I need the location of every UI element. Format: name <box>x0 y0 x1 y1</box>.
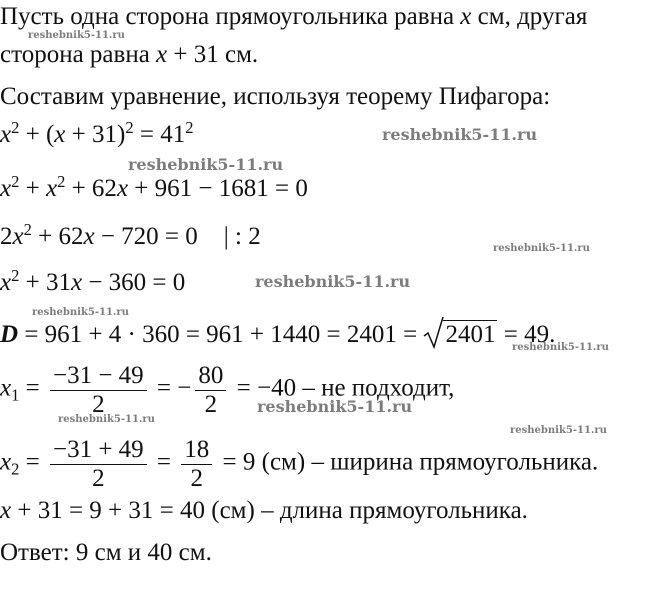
eq1-exp: 2 <box>11 117 20 137</box>
x2-num: −31 + 49 <box>50 436 147 465</box>
eq3-mid: + 62 <box>31 223 84 250</box>
sqrt-sign <box>423 320 497 347</box>
len-rest: + 31 = 9 + 31 = 40 (см) – длина прямоугольника. <box>11 497 528 524</box>
watermark: reshebnik5-11.ru <box>128 155 284 174</box>
intro-line2-variable: x <box>156 41 168 68</box>
disc-result: = 49. <box>497 321 556 348</box>
eq4-mid: + 31 <box>19 269 71 296</box>
watermark: reshebnik5-11.ru <box>493 243 590 254</box>
eq1-mid2: + 31) <box>65 121 126 148</box>
answer: Ответ: 9 см и 40 см. <box>0 539 212 566</box>
equation-2 <box>0 171 308 202</box>
length-line <box>0 498 528 523</box>
x2-eq2: = <box>150 448 178 476</box>
eq4-x: x <box>0 269 12 296</box>
eq3-exp: 2 <box>23 219 32 239</box>
eq3-divide-note: | : 2 <box>223 223 261 250</box>
eq2-exp2: 2 <box>57 171 66 191</box>
x1-eq2: = − <box>150 374 192 402</box>
intro-variable: x <box>460 3 472 30</box>
x2-fraction-2 <box>181 436 212 492</box>
disc-radicand: 2401 <box>445 321 496 348</box>
x2-eq: = <box>19 448 46 476</box>
equation-4 <box>0 265 186 296</box>
watermark: reshebnik5-11.ru <box>58 414 155 425</box>
intro-text-rest: см, другая <box>471 3 588 30</box>
equation-3 <box>0 219 261 250</box>
compose-heading: Составим уравнение, используя теорему Пифагора: <box>0 83 551 110</box>
eq1-mid: + ( <box>19 121 55 148</box>
x1-fraction <box>50 362 147 418</box>
watermark: reshebnik5-11.ru <box>382 125 538 144</box>
eq2-mid2: + 62 <box>65 175 117 202</box>
x1-fraction-2 <box>195 362 226 418</box>
eq1-exp3: 2 <box>185 117 194 137</box>
watermark: reshebnik5-11.ru <box>255 272 411 291</box>
x2-rest: = 9 (см) – ширина прямоугольника. <box>216 448 599 476</box>
eq4-rest: − 360 = 0 <box>82 269 186 296</box>
x2-den2: 2 <box>190 464 204 492</box>
root-x2 <box>0 436 598 492</box>
eq3-x2: x <box>83 223 95 250</box>
equation-1 <box>0 117 194 148</box>
eq1-x2: x <box>54 121 66 148</box>
x2-den: 2 <box>92 464 105 492</box>
intro-line2-rest: + 31 см. <box>167 41 259 68</box>
x1-sub: 1 <box>11 385 20 405</box>
eq1-exp2: 2 <box>125 117 134 137</box>
watermark: reshebnik5-11.ru <box>510 425 607 436</box>
intro-line2-text: сторона равна <box>0 41 157 68</box>
eq2-x3: x <box>116 175 129 202</box>
disc-d: D <box>0 321 19 348</box>
x1-den2: 2 <box>204 390 218 418</box>
eq1-x: x <box>0 121 12 148</box>
intro-line-1 <box>0 4 587 29</box>
eq2-mid: + <box>19 175 46 202</box>
eq2-x2: x <box>45 175 58 202</box>
x2-num2: 18 <box>181 436 212 465</box>
x1-num2: 80 <box>195 362 226 391</box>
x2-sub: 2 <box>11 459 20 479</box>
intro-text: Пусть одна сторона прямоугольника равна <box>0 3 461 30</box>
watermark: reshebnik5-11.ru <box>28 30 125 41</box>
disc-expr: = 961 + 4 · 360 = 961 + 1440 = 2401 = <box>18 321 424 348</box>
discriminant <box>0 320 555 347</box>
x2-x: x <box>0 448 12 476</box>
eq2-rest: + 961 − 1681 = 0 <box>128 175 308 202</box>
x1-rest: = −40 – не подходит, <box>230 374 455 402</box>
eq1-rhs: = 41 <box>133 121 186 148</box>
watermark: reshebnik5-11.ru <box>32 307 129 318</box>
x2-fraction <box>50 436 147 492</box>
eq2-exp: 2 <box>11 171 20 191</box>
len-x: x <box>0 497 12 524</box>
x1-den: 2 <box>92 390 105 418</box>
eq3-rest: − 720 = 0 <box>94 223 198 250</box>
eq3-pre: 2 <box>0 223 13 250</box>
eq3-x: x <box>12 223 24 250</box>
eq4-exp: 2 <box>11 265 20 285</box>
x1-x: x <box>0 374 12 402</box>
eq2-x: x <box>0 175 12 202</box>
watermark: reshebnik5-11.ru <box>257 397 413 416</box>
intro-line-2 <box>0 42 258 67</box>
eq4-x2: x <box>70 269 83 296</box>
watermark: reshebnik5-11.ru <box>512 342 609 353</box>
x1-num: −31 − 49 <box>50 362 147 391</box>
x1-eq: = <box>19 374 46 402</box>
